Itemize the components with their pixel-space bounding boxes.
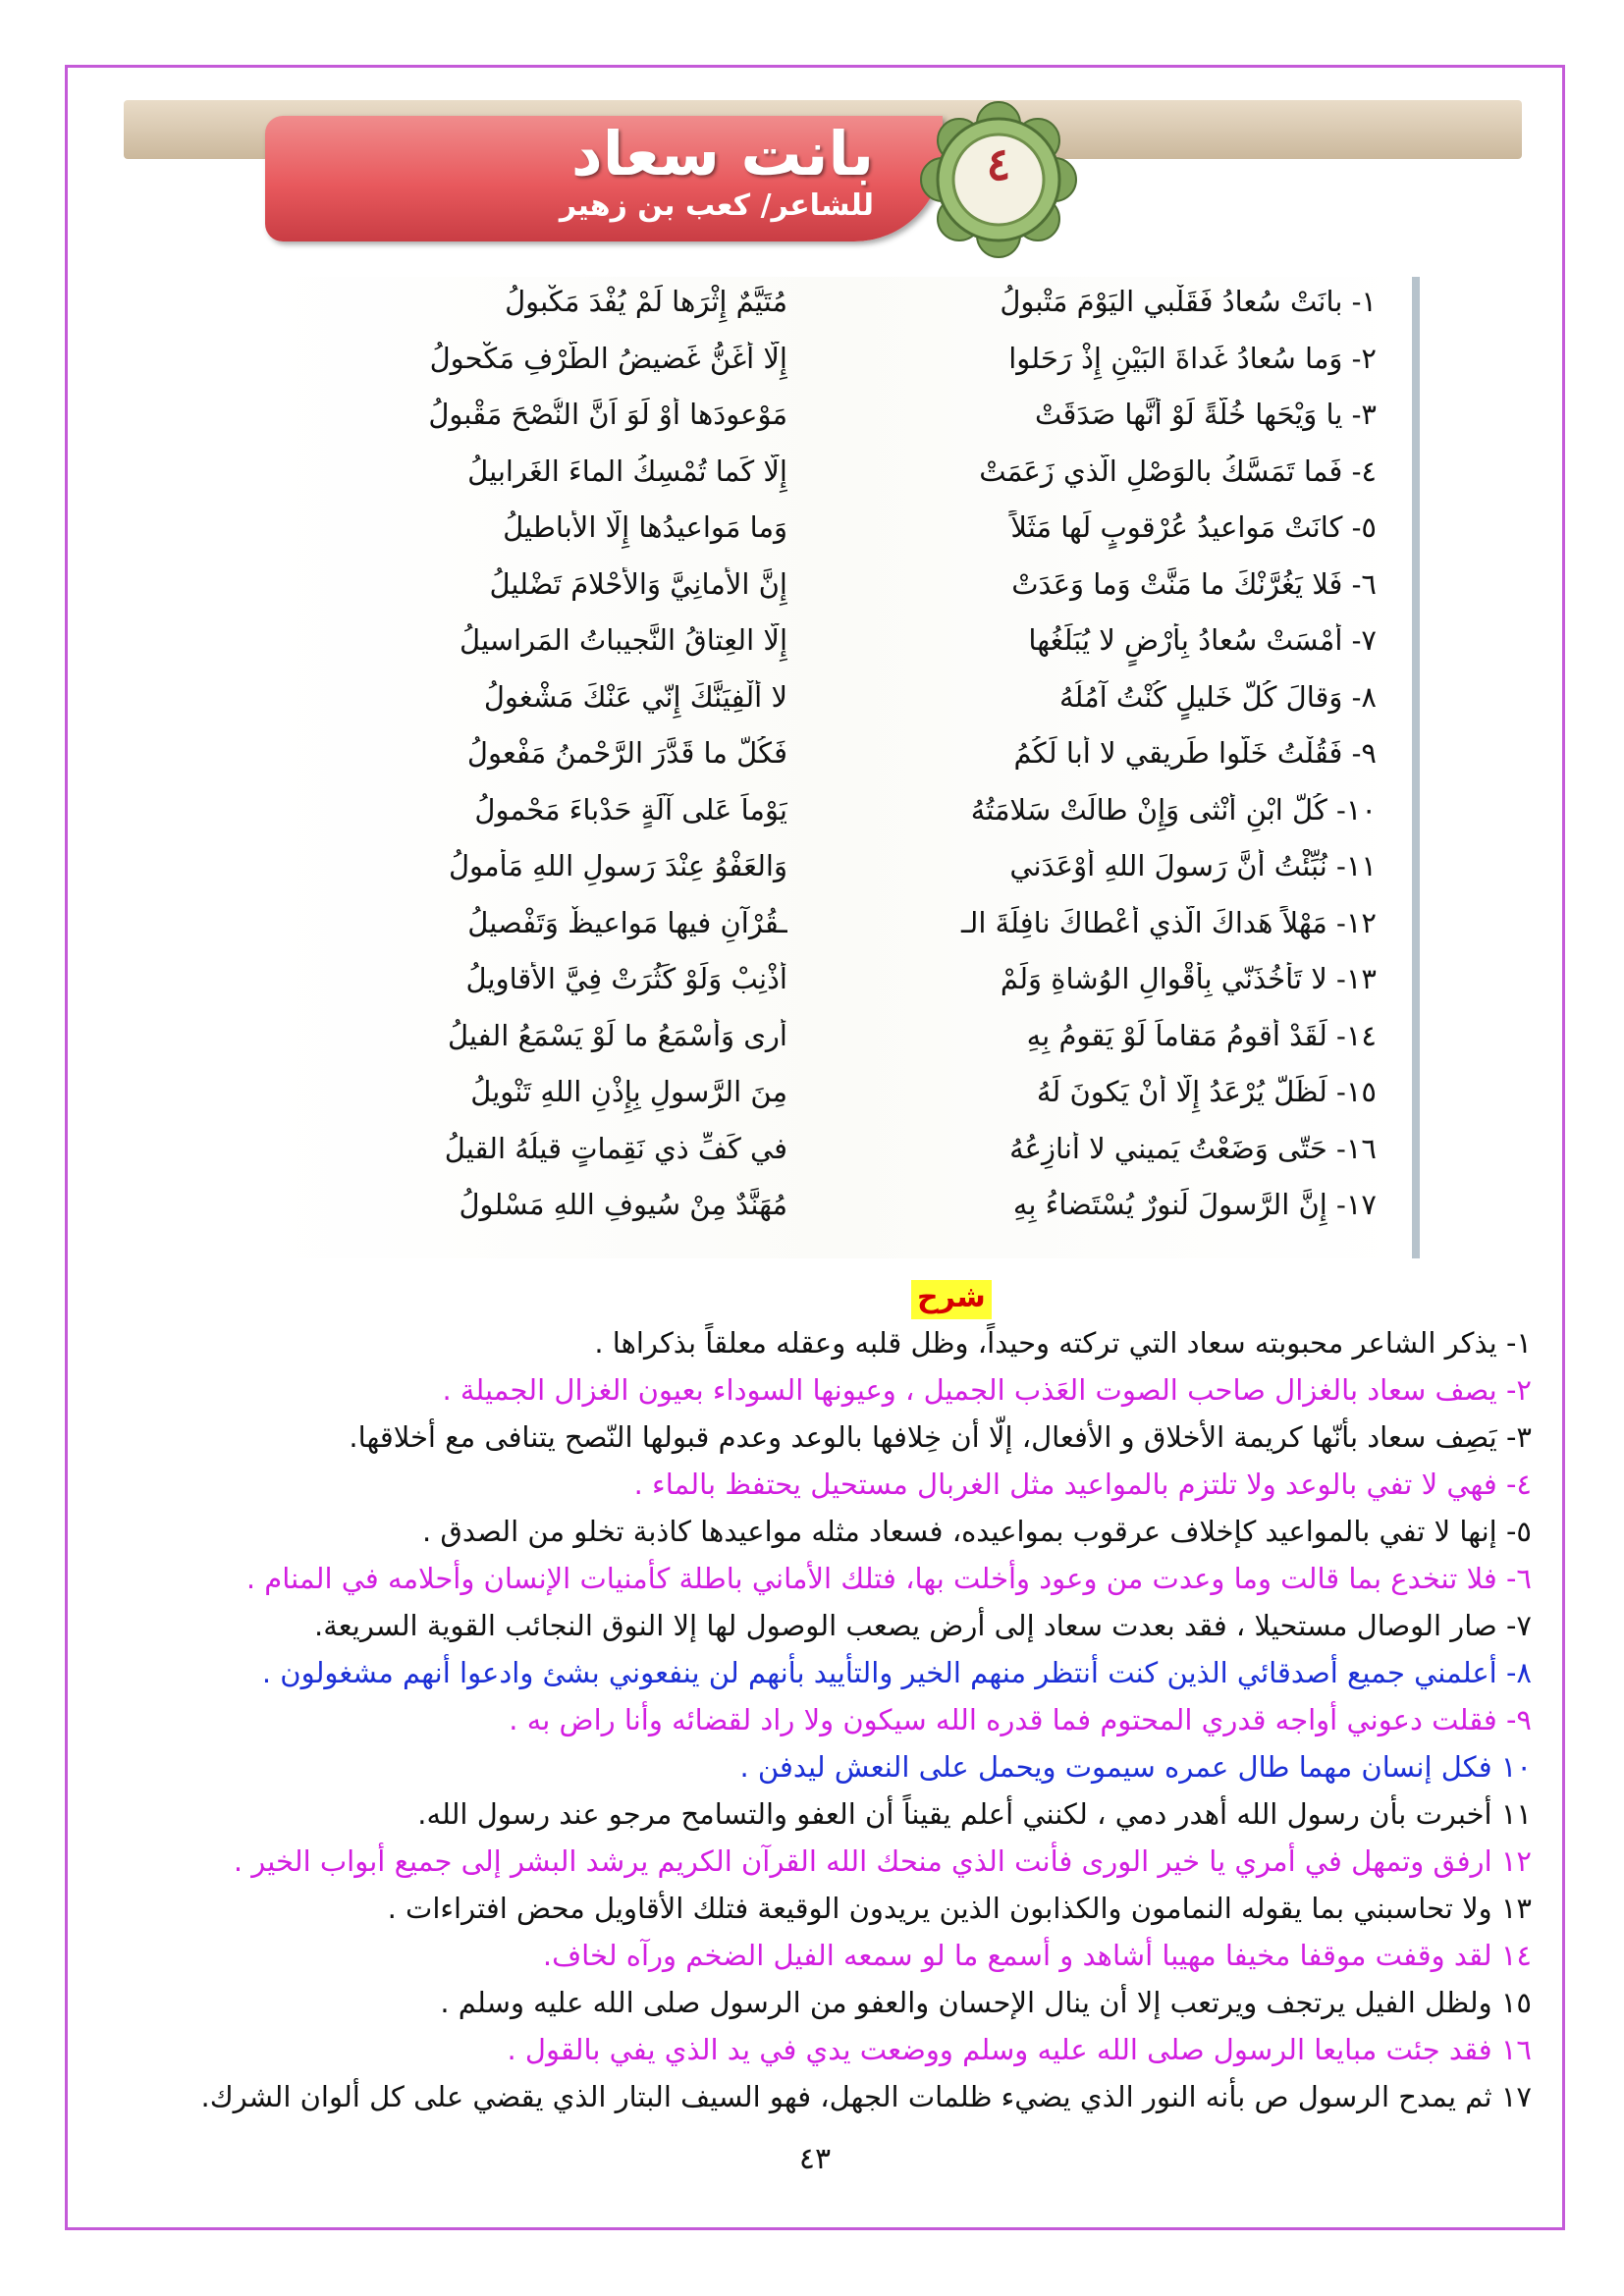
verse-second-hemistich: مِنَ الرَّسولِ بِإِذْنِ اللهِ تَنْويلُ xyxy=(470,1075,787,1108)
verse-first-hemistich: ٤- فَما تَمَسَّكُ بالوَصْلِ الَّذي زَعَمَتْ xyxy=(979,454,1377,488)
poem-block xyxy=(257,277,1416,1258)
verse-first-hemistich: ١٢- مَهْلاً هَداكَ الَّذي أَعْطاكَ نافِلَةَ الـ xyxy=(961,905,1377,939)
commentary-line: ٢- يصف سعاد بالغزال صاحب الصوت العَذب الجميل ، وعيونها السوداء بعيون الغزال الجميلة . xyxy=(442,1373,1532,1407)
verse-second-hemistich: إِلّا العِتاقُ النَّجيباتُ المَراسيلُ xyxy=(460,623,787,657)
commentary-line: ٦- فلا تنخدع بما قالت وما وعدت من وعود وأخلت بها، فتلك الأماني باطلة كأمنيات الإنسان وأحلامه في المنام . xyxy=(245,1562,1532,1595)
verse-first-hemistich: ١- بانَتْ سُعادُ فَقَلْبي اليَوْمَ مَتْبولُ xyxy=(1000,285,1377,318)
commentary-line: ١١ أخبرت بأن رسول الله أهدر دمي ، لكنني أعلم يقيناً أن العفو والتسامح مرجو عند رسول الله. xyxy=(417,1797,1532,1831)
poem-verse xyxy=(257,336,1416,387)
poem-verse xyxy=(257,730,1416,781)
verse-second-hemistich: مَوْعودَها أَوْ لَوَ اَنَّ النُّصْحَ مَقْبولُ xyxy=(428,398,787,431)
poem-side-rail xyxy=(1412,277,1420,1258)
commentary-line: ١٣ ولا تحاسبني بما يقوله النمامون والكذابون الذين يريدون الوقيعة فتلك الأقاويل محض افتراءات . xyxy=(387,1892,1532,1925)
verse-first-hemistich: ١٤- لَقَدْ أَقومُ مَقاماً لَوْ يَقومُ بِهِ xyxy=(1026,1018,1377,1052)
commentary-block xyxy=(137,1319,1532,2120)
commentary-line: ١٤ لقد وقفت موقفا مخيفا مهيبا أشاهد و أسمع ما لو سمعه الفيل الضخم ورآه لخاف. xyxy=(542,1939,1532,1972)
commentary-line: ٩- فقلت دعوني أواجه قدري المحتوم فما قدره الله سيكون ولا راد لقضائه وأنا راض به . xyxy=(509,1703,1532,1736)
poem-verse xyxy=(257,505,1416,556)
commentary-line: ٨- أعلمني جميع أصدقائي الذين كنت أنتظر منهم الخير والتأييد بأنهم لن ينفعوني بشئ وادعوا أنهم مشغولون . xyxy=(261,1656,1532,1689)
verse-first-hemistich: ٦- فَلا يَغُرَّنْكَ ما مَنَّتْ وَما وَعَدَتْ xyxy=(1011,566,1377,601)
verse-first-hemistich: ١١- نُبِّئْتُ أَنَّ رَسولَ اللهِ أَوْعَدَني xyxy=(1009,849,1377,882)
verse-first-hemistich: ٧- أَمْسَتْ سُعادُ بِأَرْضٍ لا يُبَلِّغُها xyxy=(1028,623,1377,657)
verse-second-hemistich: فَكُلُّ ما قَدَّرَ الرَّحْمنُ مَفْعولُ xyxy=(466,736,787,770)
commentary-line: ١- يذكر الشاعر محبوبته سعاد التي تركته وحيداً، وظل قلبه وعقله معلقاً بذكراها . xyxy=(594,1326,1532,1360)
verse-second-hemistich: وَما مَواعيدُها إِلّا الأَباطيلُ xyxy=(503,510,787,544)
verse-second-hemistich: ـقُرْآنِ فيها مَواعيظٌ وَتَفْصيلُ xyxy=(467,905,787,939)
verse-second-hemistich: مُهَنَّدٌ مِنْ سُيوفِ اللهِ مَسْلولُ xyxy=(459,1188,787,1221)
poem-verse xyxy=(257,392,1416,443)
verse-first-hemistich: ١٥- لَظَلَّ يُرْعَدُ إِلّا أَنْ يَكونَ لَهُ xyxy=(1036,1075,1377,1108)
verse-second-hemistich: أَرى وَأَسْمَعُ ما لَوْ يَسْمَعُ الفيلُ xyxy=(447,1018,787,1052)
verse-second-hemistich: يَوْماً عَلى آلَةٍ حَدْباءَ مَحْمولُ xyxy=(474,792,787,827)
verse-first-hemistich: ١٧- إِنَّ الرَّسولَ لَنورٌ يُسْتَضاءُ بِهِ xyxy=(1012,1188,1377,1221)
verse-first-hemistich: ٥- كانَتْ مَواعيدُ عُرْقوبٍ لَها مَثَلاً xyxy=(1010,510,1377,544)
commentary-line: ١٥ ولظل الفيل يرتجف ويرتعب إلا أن ينال الإحسان والعفو من الرسول صلى الله عليه وسلم . xyxy=(440,1986,1532,2019)
verse-second-hemistich: إِلّا كَما تُمْسِكُ الماءَ الغَرابيلُ xyxy=(467,454,787,488)
commentary-line: ١٧ ثم يمدح الرسول ص بأنه النور الذي يضيء ظلمات الجهل، فهو السيف البتار الذي يقضي على كل ألوان الشرك. xyxy=(200,2080,1532,2113)
verse-first-hemistich: ٨- وَقالَ كُلُّ خَليلٍ كُنْتُ آمُلُهُ xyxy=(1058,679,1377,714)
commentary-line: ٤- فهي لا تفي بالوعد ولا تلتزم بالمواعيد مثل الغربال مستحيل يحتفظ بالماء . xyxy=(633,1468,1532,1501)
verse-second-hemistich: في كَفِّ ذي نَقِماتٍ قيلُهُ القيلُ xyxy=(444,1131,787,1165)
poem-verse xyxy=(257,843,1416,894)
page-number: ٤٣ xyxy=(798,2142,832,2176)
poem-verse xyxy=(257,1126,1416,1177)
page-subtitle: للشاعر/ كعب بن زهير xyxy=(559,188,874,223)
poem-verse xyxy=(257,1013,1416,1064)
commentary-line: ٣- يَصِف سعاد بأنّها كريمة الأخلاق و الأفعال، إلّا أن خِلافها بالوعد وعدم قبولها النّصح يتنافى مع أخلاقها. xyxy=(349,1420,1532,1454)
verse-second-hemistich: إِنَّ الأَمانِيَّ وَالأَحْلامَ تَضْليلُ xyxy=(489,566,787,601)
verse-first-hemistich: ١٦- حَتّى وَضَعْتُ يَميني لا أُنازِعُهُ xyxy=(1009,1131,1377,1165)
commentary-line: ١٠ فكل إنسان مهما طال عمره سيموت ويحمل على النعش ليدفن . xyxy=(739,1750,1532,1784)
verse-second-hemistich: إِلّا أَغَنُّ غَضيضُ الطَّرْفِ مَكْحولُ xyxy=(429,341,787,375)
chapter-number: ٤ xyxy=(986,137,1011,190)
poem-verse xyxy=(257,1182,1416,1233)
poem-verse xyxy=(257,956,1416,1007)
verse-second-hemistich: مُتَيَّمٌ إِثْرَها لَمْ يُفْدَ مَكْبولُ xyxy=(505,285,787,318)
verse-second-hemistich: وَالعَفْوُ عِنْدَ رَسولِ اللهِ مَأْمولُ xyxy=(448,849,787,882)
poem-verse xyxy=(257,900,1416,951)
verse-second-hemistich: لا أُلْفِيَنَّكَ إِنّي عَنْكَ مَشْغولُ xyxy=(483,679,787,714)
poem-verse xyxy=(257,674,1416,725)
poem-verse xyxy=(257,449,1416,500)
commentary-line: ٥- إنها لا تفي بالمواعيد كإخلاف عرقوب بمواعيده، فسعاد مثله مواعيدها كاذبة تخلو من الصدق . xyxy=(421,1515,1532,1548)
commentary-line: ١٢ ارفق وتمهل في أمري يا خير الورى فأنت الذي منحك الله القرآن الكريم يرشد البشر إلى جميع أبواب الخير . xyxy=(233,1844,1532,1878)
verse-first-hemistich: ٩- فَقُلْتُ خَلُّوا طَريقي لا أَبا لَكُمُ xyxy=(1013,736,1377,770)
poem-verse xyxy=(257,561,1416,613)
verse-first-hemistich: ٣- يا وَيْحَها خُلَّةً لَوْ أَنَّها صَدَقَتْ xyxy=(1034,398,1377,431)
poem-verse xyxy=(257,617,1416,668)
verse-second-hemistich: أُذْنِبْ وَلَوْ كَثُرَتْ فِيَّ الأَقاويلُ xyxy=(465,962,787,995)
commentary-line: ٧- صار الوصال مستحيلا ، فقد بعدت سعاد إلى أرض يصعب الوصول لها إلا النوق النجائب القوية السريعة. xyxy=(314,1609,1532,1642)
verse-first-hemistich: ١٣- لا تَأْخُذَنّي بِأَقْوالِ الوُشاةِ وَلَمْ xyxy=(1000,962,1377,995)
page-title: بانت سعاد xyxy=(570,118,874,189)
commentary-title: شرح xyxy=(911,1280,992,1319)
poem-verse xyxy=(257,279,1416,330)
verse-first-hemistich: ٢- وَما سُعادُ غَداةَ البَيْنِ إِذْ رَحَلوا xyxy=(1008,341,1377,375)
poem-verse xyxy=(257,787,1416,838)
commentary-line: ١٦ فقد جئت مبايعا الرسول صلى الله عليه وسلم ووضعت يدي في يد الذي يفي بالقول . xyxy=(507,2033,1532,2066)
poem-verse xyxy=(257,1069,1416,1120)
verse-first-hemistich: ١٠- كُلُّ ابْنِ أُنْثى وَإِنْ طالَتْ سَلامَتُهُ xyxy=(970,792,1377,827)
